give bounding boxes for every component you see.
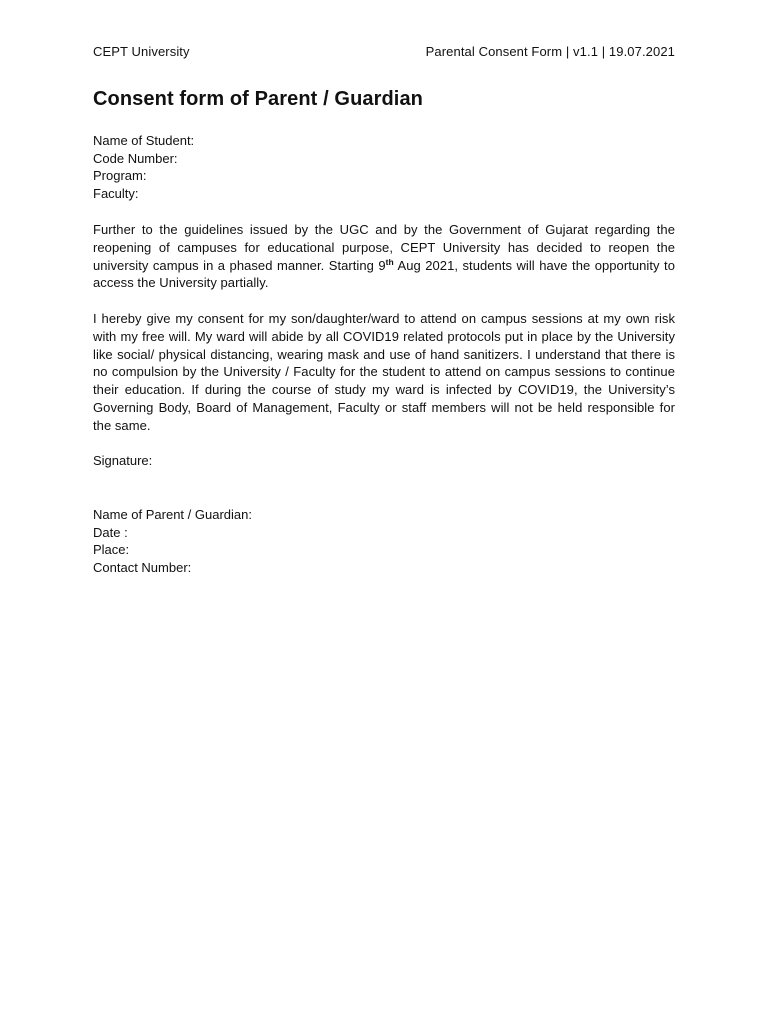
- faculty-label: Faculty:: [93, 185, 139, 201]
- header-form-info: Parental Consent Form | v1.1 | 19.07.2021: [425, 43, 675, 59]
- student-name-label: Name of Student:: [93, 133, 195, 148]
- guidelines-text-end: Aug 2021, students will have the opportunity to access the University partially.: [93, 257, 675, 291]
- signature-label: Signature:: [93, 453, 153, 468]
- parent-name-label: Name of Parent / Guardian:: [93, 507, 252, 522]
- place-label: Place:: [93, 542, 130, 558]
- guidelines-paragraph: [93, 221, 675, 292]
- parent-fields: [93, 506, 252, 576]
- ordinal-suffix: th: [385, 256, 394, 267]
- contact-number-label: Contact Number:: [93, 559, 192, 575]
- student-fields: [93, 132, 194, 202]
- page-header: [93, 42, 675, 60]
- page-title: Consent form of Parent / Guardian: [93, 88, 423, 110]
- code-number-label: Code Number:: [93, 150, 178, 166]
- consent-paragraph: I hereby give my consent for my son/daughter/ward to attend on campus sessions at my own risk with my free will. My ward will abide by all COVID19 related protocols put in place by the University like social/ physical distancing, wearing mask and use of hand sanitizers. I understand that there is no compulsion by the University / Faculty for the student to attend on campus sessions to continue their education. If during the course of study my ward is infected by COVID19, the University’s Governing Body, Board of Management, Faculty or staff members will not be held responsible for the same.: [93, 311, 675, 433]
- header-institution: CEPT University: [93, 43, 190, 59]
- guidelines-text-start: Further to the guidelines issued by the UGC and by the Government of Gujarat regarding the reopening of campuses for educational purpose, CEPT University has decided to reopen the university campus in a phased manner. Starting 9: [93, 222, 675, 273]
- program-label: Program:: [93, 168, 147, 184]
- date-label: Date :: [93, 524, 128, 540]
